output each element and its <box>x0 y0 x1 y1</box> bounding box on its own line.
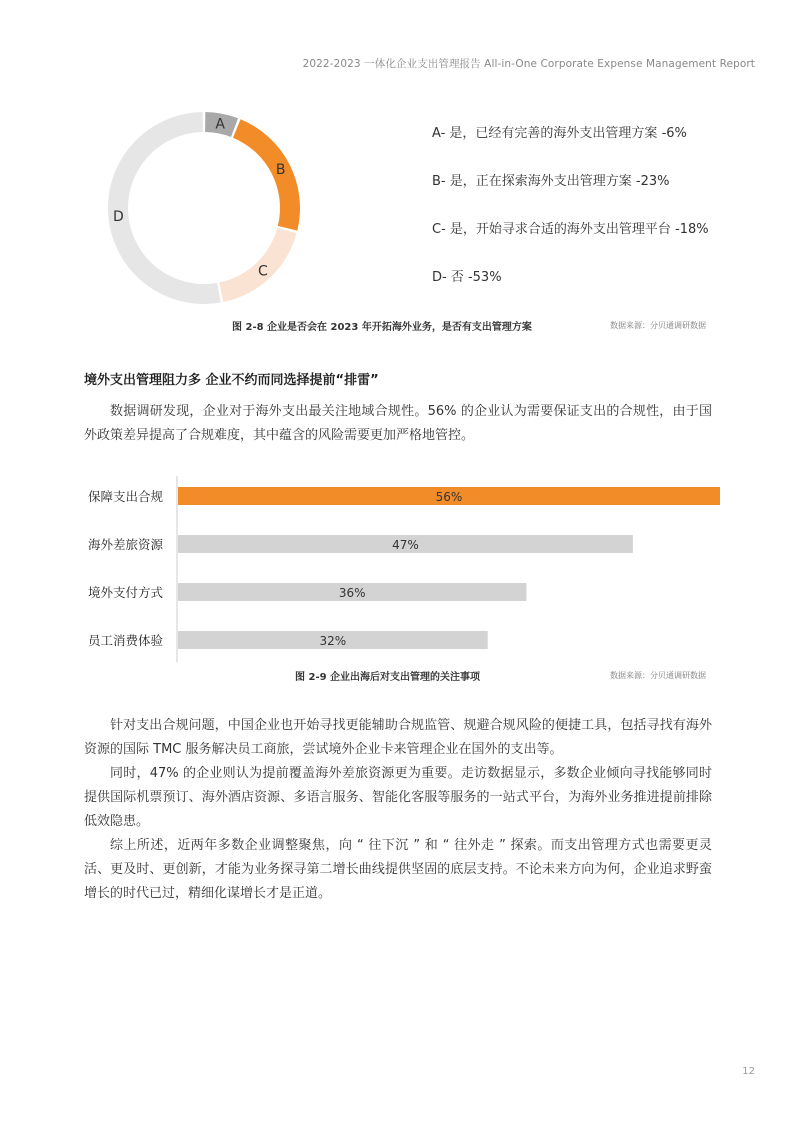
section-heading: 境外支出管理阻力多 企业不约而同选择提前“排雷” <box>84 373 379 388</box>
legend-item-c: C- 是，开始寻求合适的海外支出管理平台 -18% <box>432 222 709 237</box>
intro-paragraph: 数据调研发现，企业对于海外支出最关注地域合规性。56% 的企业认为需要保证支出的合规性，由于国外政策差异提高了合规难度，其中蕴含的风险需要更加严格地管控。 <box>84 404 712 443</box>
donut-slice-d <box>108 112 221 304</box>
figure-2-8-source: 数据来源：分贝通调研数据 <box>610 321 706 330</box>
page-number: 12 <box>742 1066 755 1077</box>
legend-item-a: A- 是，已经有完善的海外支出管理方案 -6% <box>432 126 687 141</box>
bar-category-label: 员工消费体验 <box>88 633 164 648</box>
bar-chart <box>84 476 724 666</box>
body-paragraph-3: 综上所述，近两年多数企业调整聚焦，向 “ 往下沉 ” 和 “ 往外走 ” 探索。而支出管理方式也需要更灵活、更及时、更创新，才能为业务探寻第二增长曲线提供坚固的底层支持。不论未来方向为何，企业追求野蛮增长的时代已过，精细化谋增长才是正道。 <box>84 838 712 901</box>
bar-category-label: 保障支出合规 <box>88 489 164 504</box>
bar-value-label: 56% <box>435 490 463 504</box>
bar-category-label: 海外差旅资源 <box>88 537 164 552</box>
bar-value-label: 32% <box>319 634 347 648</box>
figure-2-9-caption: 图 2-9 企业出海后对支出管理的关注事项 <box>295 672 481 683</box>
donut-legend <box>432 124 709 316</box>
donut-label-c: C <box>257 263 268 280</box>
donut-label-a: A <box>215 116 225 133</box>
donut-label-d: D <box>112 209 124 226</box>
body-paragraph-2: 同时，47% 的企业则认为提前覆盖海外差旅资源更为重要。走访数据显示，多数企业倾向寻找能够同时提供国际机票预订、海外酒店资源、多语言服务、智能化客服等服务的一站式平台，为海外业务推进提前排除低效隐患。 <box>84 766 712 829</box>
donut-chart <box>106 110 302 306</box>
figure-2-9-source: 数据来源：分贝通调研数据 <box>610 671 706 680</box>
donut-label-b: B <box>275 161 286 178</box>
bar-value-label: 47% <box>392 538 419 552</box>
body-paragraph-1: 针对支出合规问题，中国企业也开始寻找更能辅助合规监管、规避合规风险的便捷工具，包括寻找有海外资源的国际 TMC 服务解决员工商旅，尝试境外企业卡来管理企业在国外的支出等。 <box>84 718 712 757</box>
legend-item-d: D- 否 -53% <box>432 270 502 285</box>
figure-2-8-caption: 图 2-8 企业是否会在 2023 年开拓海外业务，是否有支出管理方案 <box>232 322 532 333</box>
running-header: 2022-2023 一体化企业支出管理报告 All-in-One Corporate Expense Management Report <box>302 58 755 70</box>
legend-item-b: B- 是，正在探索海外支出管理方案 -23% <box>432 174 670 189</box>
bar-value-label: 36% <box>338 586 366 600</box>
bar-category-label: 境外支付方式 <box>88 585 164 600</box>
donut-slice-b <box>233 119 300 230</box>
